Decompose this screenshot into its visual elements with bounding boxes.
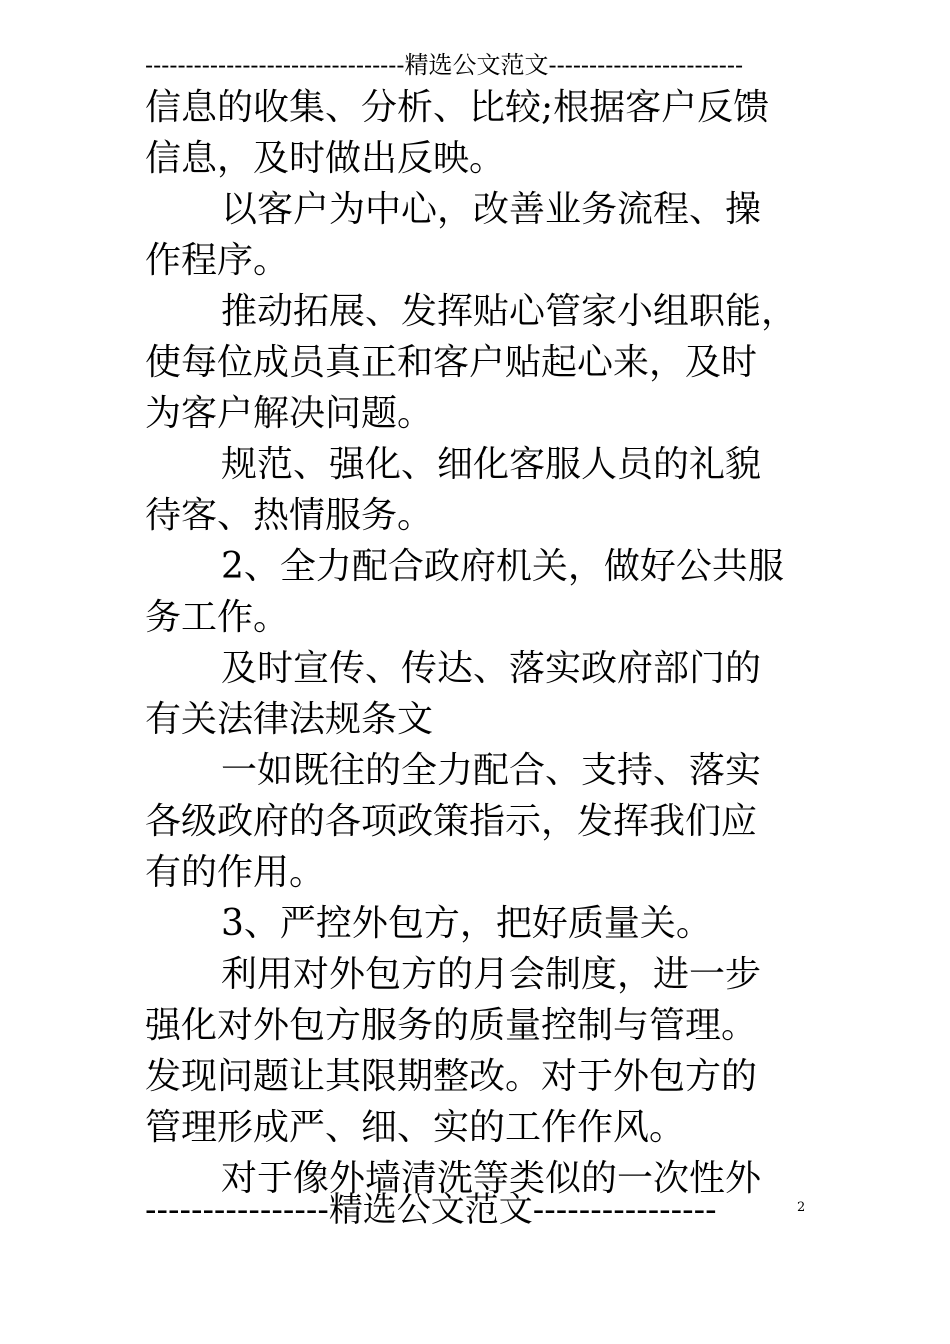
- page-footer: ----------------精选公文范文----------------: [145, 1190, 717, 1230]
- section-heading-line: 2、全力配合政府机关，做好公共服: [221, 546, 784, 587]
- paragraph-start-line: 推动拓展、发挥贴心管家小组职能，: [221, 291, 798, 332]
- text-line: 各级政府的各项政策指示，发挥我们应: [145, 801, 758, 842]
- page-header: --------------------------------精选公文范文------------------------: [145, 51, 744, 79]
- text-line: 强化对外包方服务的质量控制与管理。: [145, 1005, 758, 1046]
- text-line: 作程序。: [145, 240, 290, 281]
- text-line: 为客户解决问题。: [145, 393, 434, 434]
- section-heading-line: 3、严控外包方，把好质量关。: [221, 903, 712, 944]
- paragraph-start-line: 以客户为中心，改善业务流程、操: [221, 189, 762, 230]
- text-line: 使每位成员真正和客户贴起心来，及时: [145, 342, 758, 383]
- paragraph-start-line: 一如既往的全力配合、支持、落实: [221, 750, 762, 791]
- paragraph-start-line: 对于像外墙清洗等类似的一次性外: [221, 1158, 762, 1199]
- page-number: 2: [797, 1200, 806, 1215]
- text-line: 有的作用。: [145, 852, 326, 893]
- text-line: 信息，及时做出反映。: [145, 138, 506, 179]
- text-line: 待客、热情服务。: [145, 495, 434, 536]
- text-line: 管理形成严、细、实的工作作风。: [145, 1107, 686, 1148]
- text-line: 信息的收集、分析、比较;根据客户反馈: [145, 87, 770, 128]
- text-line: 务工作。: [145, 597, 290, 638]
- document-body: [145, 82, 817, 1204]
- paragraph-start-line: 利用对外包方的月会制度，进一步: [221, 954, 762, 995]
- text-line: 发现问题让其限期整改。对于外包方的: [145, 1056, 758, 1097]
- paragraph-start-line: 规范、强化、细化客服人员的礼貌: [221, 444, 762, 485]
- text-line: 有关法律法规条文: [145, 699, 434, 740]
- paragraph-start-line: 及时宣传、传达、落实政府部门的: [221, 648, 762, 689]
